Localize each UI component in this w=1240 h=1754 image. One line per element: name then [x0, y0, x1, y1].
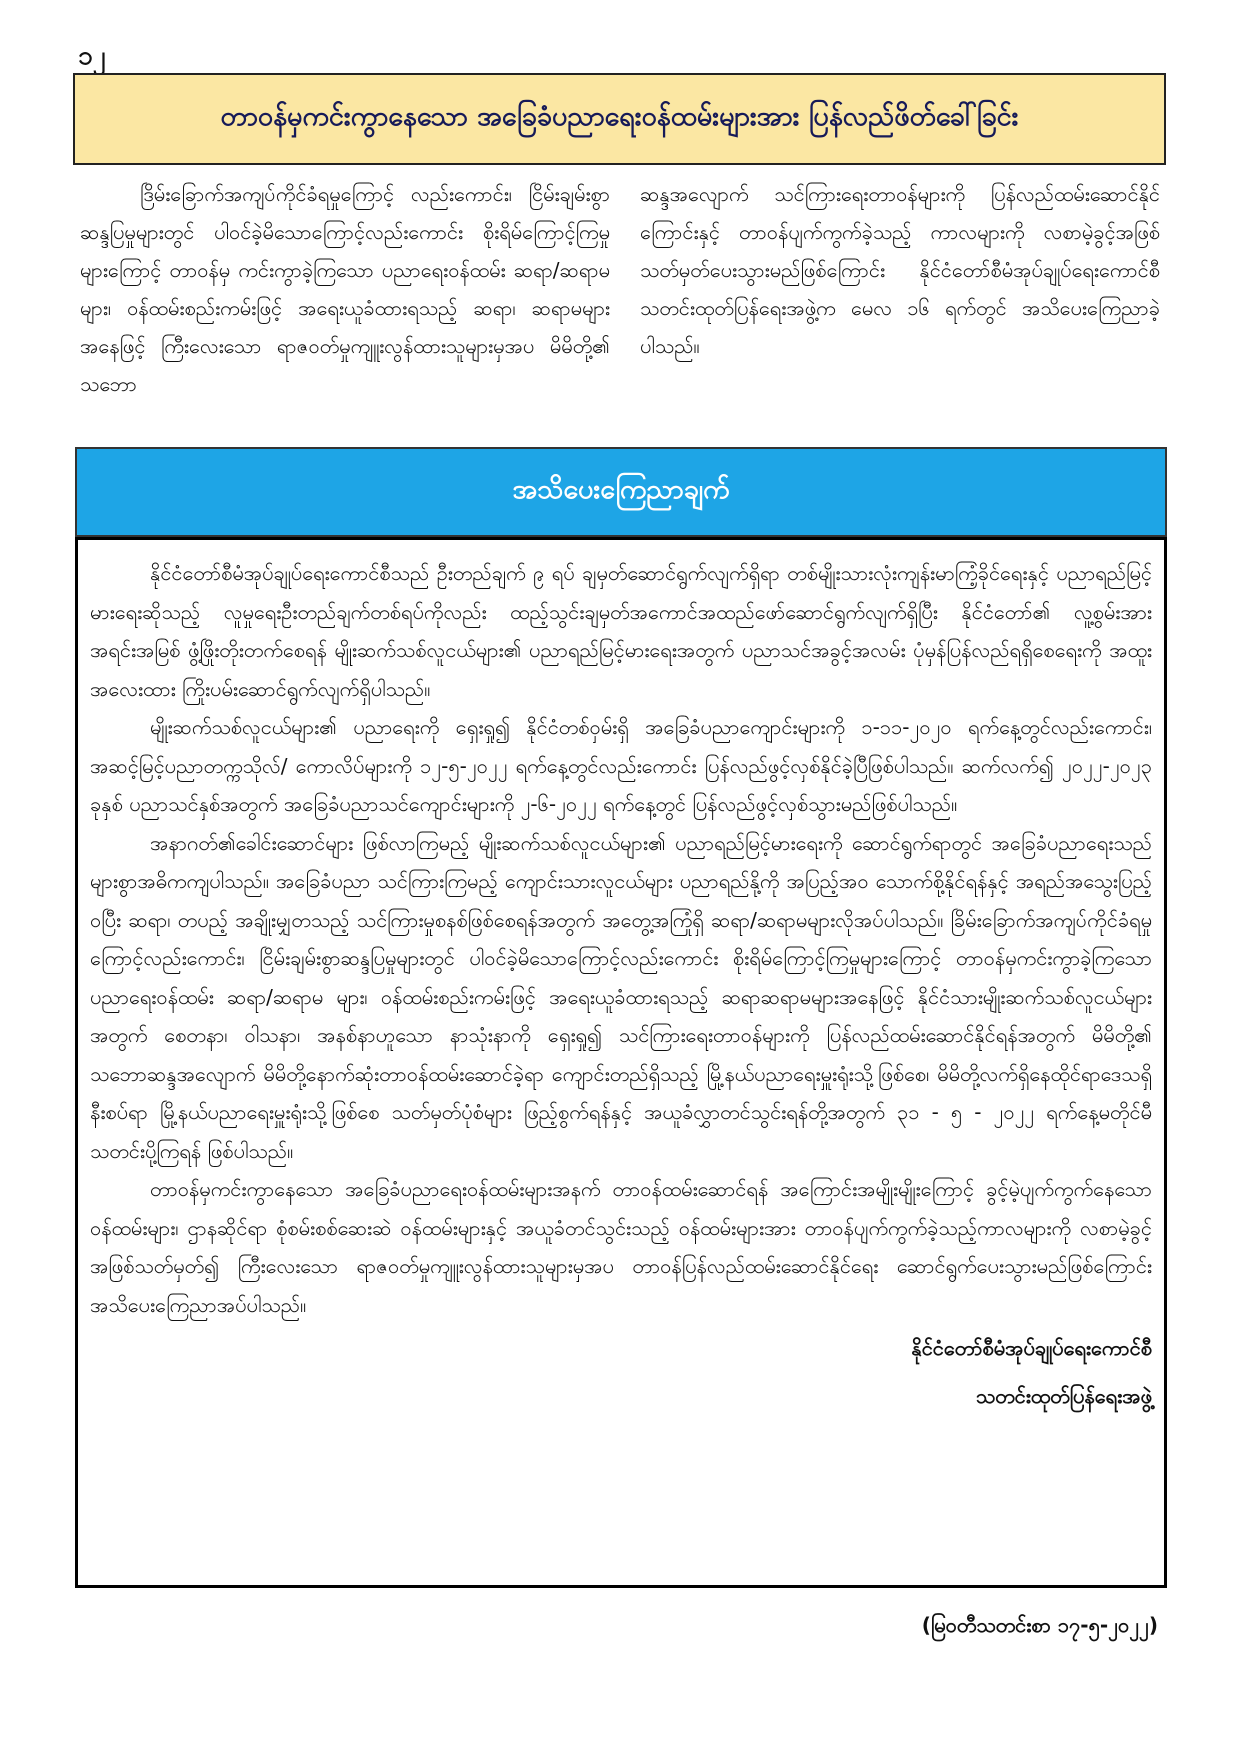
signature-organization: နိုင်ငံတော်စီမံအုပ်ချုပ်ရေးကောင်စီ — [911, 1336, 1152, 1360]
announcement-paragraph: အနာဂတ်၏ခေါင်းဆောင်များ ဖြစ်လာကြမည့် မျိုးဆက်သစ်လူငယ်များ၏ ပညာရည်မြင့်မားရေးကို ဆောင်ရွက်ရာတွင် အခြေခံပညာရေးသည် များစွာအဓိကကျပါသည်။ အခြေခံပညာ သင်ကြားကြမည့် ကျောင်းသားလူငယ်များ ပညာရည်နို့ကို အပြည့်အဝ သောက်စို့နိုင်ရန်နှင့် အရည်အသွေးပြည့်ဝပြီး ဆရာ၊ တပည့် အချိုးမျှတသည့် သင်ကြားမှုစနစ်ဖြစ်စေရန်အတွက် အတွေ့အကြုံရှိ ဆရာ/ဆရာမများလိုအပ်ပါသည်။ ခြိမ်းခြောက်အကျပ်ကိုင်ခံရမှုကြောင့်လည်းကောင်း၊ ငြိမ်းချမ်းစွာဆန္ဒပြမှုများတွင် ပါဝင်ခဲ့မိသောကြောင့်လည်းကောင်း စိုးရိမ်ကြောင့်ကြမှုများကြောင့် တာဝန်မှကင်းကွာခဲ့ကြသော ပညာရေးဝန်ထမ်း ဆရာ/ဆရာမ များ၊ ဝန်ထမ်းစည်းကမ်းဖြင့် အရေးယူခံထားရသည့် ဆရာဆရာမများအနေဖြင့် နိုင်ငံသားမျိုးဆက်သစ်လူငယ်များအတွက် စေတနာ၊ ဝါသနာ၊ အနစ်နာဟူသော နာသုံးနာကို ရှေးရှု၍ သင်ကြားရေးတာဝန်များကို ပြန်လည်ထမ်းဆောင်နိုင်ရန်အတွက် မိမိတို့၏ သဘောဆန္ဒအလျောက် မိမိတို့နောက်ဆုံးတာဝန်ထမ်းဆောင်ခဲ့ရာ ကျောင်းတည်ရှိသည့် မြို့နယ်ပညာရေးမှူးရုံးသို့ဖြစ်စေ၊ မိမိတို့လက်ရှိနေထိုင်ရာဒေသရှိ နီးစပ်ရာ မြို့နယ်ပညာရေးမှူးရုံးသို့ဖြစ်စေ သတ်မှတ်ပုံစံများ ဖြည့်စွက်ရန်နှင့် အယူခံလွှာတင်သွင်းရန်တို့အတွက် ၃၁ - ၅ - ၂၀၂၂ ရက်နေ့မတိုင်မီ သတင်းပို့ကြရန် ဖြစ်ပါသည်။ — [90, 830, 1152, 1163]
announcement-paragraph: တာဝန်မှကင်းကွာနေသော အခြေခံပညာရေးဝန်ထမ်းများအနက် တာဝန်ထမ်းဆောင်ရန် အကြောင်းအမျိုးမျိုးကြောင့် ခွင့်မဲ့ပျက်ကွက်နေသော ဝန်ထမ်းများ၊ ဌာနဆိုင်ရာ စုံစမ်းစစ်ဆေးဆဲ ဝန်ထမ်းများနှင့် အယူခံတင်သွင်းသည့် ဝန်ထမ်းများအား တာဝန်ပျက်ကွက်ခဲ့သည့်ကာလများကို လစာမဲ့ခွင့်အဖြစ်သတ်မှတ်၍ ကြီးလေးသော ရာဇဝတ်မှုကျူးလွန်ထားသူများမှအပ တာဝန်ပြန်လည်ထမ်းဆောင်နိုင်ရေး ဆောင်ရွက်ပေးသွားမည်ဖြစ်ကြောင်း အသိပေးကြေညာအပ်ပါသည်။ — [90, 1177, 1152, 1317]
page-number: ၁၂ — [78, 41, 106, 71]
announcement-paragraph: မျိုးဆက်သစ်လူငယ်များ၏ ပညာရေးကို ရှေးရှု၍ နိုင်ငံတစ်ဝှမ်းရှိ အခြေခံပညာကျောင်းများကို ၁-၁၁-၂၀၂၀ ရက်နေ့တွင်လည်းကောင်း၊ အဆင့်မြင့်ပညာတက္ကသိုလ်/ ကောလိပ်များကို ၁၂-၅-၂၀၂၂ ရက်နေ့တွင်လည်းကောင်း ပြန်လည်ဖွင့်လှစ်နိုင်ခဲ့ပြီဖြစ်ပါသည်။ ဆက်လက်၍ ၂၀၂၂-၂၀၂၃ ခုနှစ် ပညာသင်နှစ်အတွက် အခြေခံပညာသင်ကျောင်းများကို ၂-၆-၂၀၂၂ ရက်နေ့တွင် ပြန်လည်ဖွင့်လှစ်သွားမည်ဖြစ်ပါသည်။ — [90, 715, 1152, 816]
intro-column-right: ဆန္ဒအလျောက် သင်ကြားရေးတာဝန်များကို ပြန်လည်ထမ်းဆောင်နိုင်ကြောင်းနှင့် တာဝန်ပျက်ကွက်ခဲ့သည့် ကာလများကို လစာမဲ့ခွင့်အဖြစ် သတ်မှတ်ပေးသွားမည်ဖြစ်ကြောင်း နိုင်ငံတော်စီမံအုပ်ချုပ်ရေးကောင်စီ သတင်းထုတ်ပြန်ရေးအဖွဲ့က မေလ ၁၆ ရက်တွင် အသိပေးကြေညာခဲ့ပါသည်။ — [640, 182, 1160, 358]
source-citation: (မြဝတီသတင်းစာ ၁၇-၅-၂၀၂၂) — [921, 1613, 1158, 1637]
page-title: တာဝန်မှကင်းကွာနေသော အခြေခံပညာရေးဝန်ထမ်းများအား ပြန်လည်ဖိတ်ခေါ်ခြင်း — [73, 73, 1166, 165]
intro-column-left: ဒြိမ်းခြောက်အကျပ်ကိုင်ခံရမှုကြောင့် လည်းကောင်း၊ ငြိမ်းချမ်းစွာဆန္ဒပြမှုများတွင် ပါဝင်ခဲ့မိသောကြောင့်လည်းကောင်း စိုးရိမ်ကြောင့်ကြမှုများကြောင့် တာဝန်မှ ကင်းကွာခဲ့ကြသော ပညာရေးဝန်ထမ်း ဆရာ/ဆရာမများ၊ ဝန်ထမ်းစည်းကမ်းဖြင့် အရေးယူခံထားရသည့် ဆရာ၊ ဆရာမများအနေဖြင့် ကြီးလေးသော ရာဇဝတ်မှုကျူးလွန်ထားသူများမှအပ မိမိတို့၏ သဘော — [80, 182, 610, 396]
announcement-body — [75, 537, 1167, 1588]
announcement-header: အသိပေးကြေညာချက် — [75, 447, 1167, 537]
announcement-paragraph: နိုင်ငံတော်စီမံအုပ်ချုပ်ရေးကောင်စီသည် ဦးတည်ချက် ၉ ရပ် ချမှတ်ဆောင်ရွက်လျက်ရှိရာ တစ်မျိုးသားလုံးကျန်းမာကြံ့ခိုင်ရေးနှင့် ပညာရည်မြင့်မားရေးဆိုသည့် လူမှုရေးဦးတည်ချက်တစ်ရပ်ကိုလည်း ထည့်သွင်းချမှတ်အကောင်အထည်ဖော်ဆောင်ရွက်လျက်ရှိပြီး နိုင်ငံတော်၏ လူ့စွမ်းအားအရင်းအမြစ် ဖွံ့ဖြိုးတိုးတက်စေရန် မျိုးဆက်သစ်လူငယ်များ၏ ပညာရည်မြင့်မားရေးအတွက် ပညာသင်အခွင့်အလမ်း ပုံမှန်ပြန်လည်ရရှိစေရေးကို အထူးအလေးထား ကြိုးပမ်းဆောင်ရွက်လျက်ရှိပါသည်။ — [90, 561, 1152, 701]
signature-department: သတင်းထုတ်ပြန်ရေးအဖွဲ့ — [975, 1384, 1152, 1408]
